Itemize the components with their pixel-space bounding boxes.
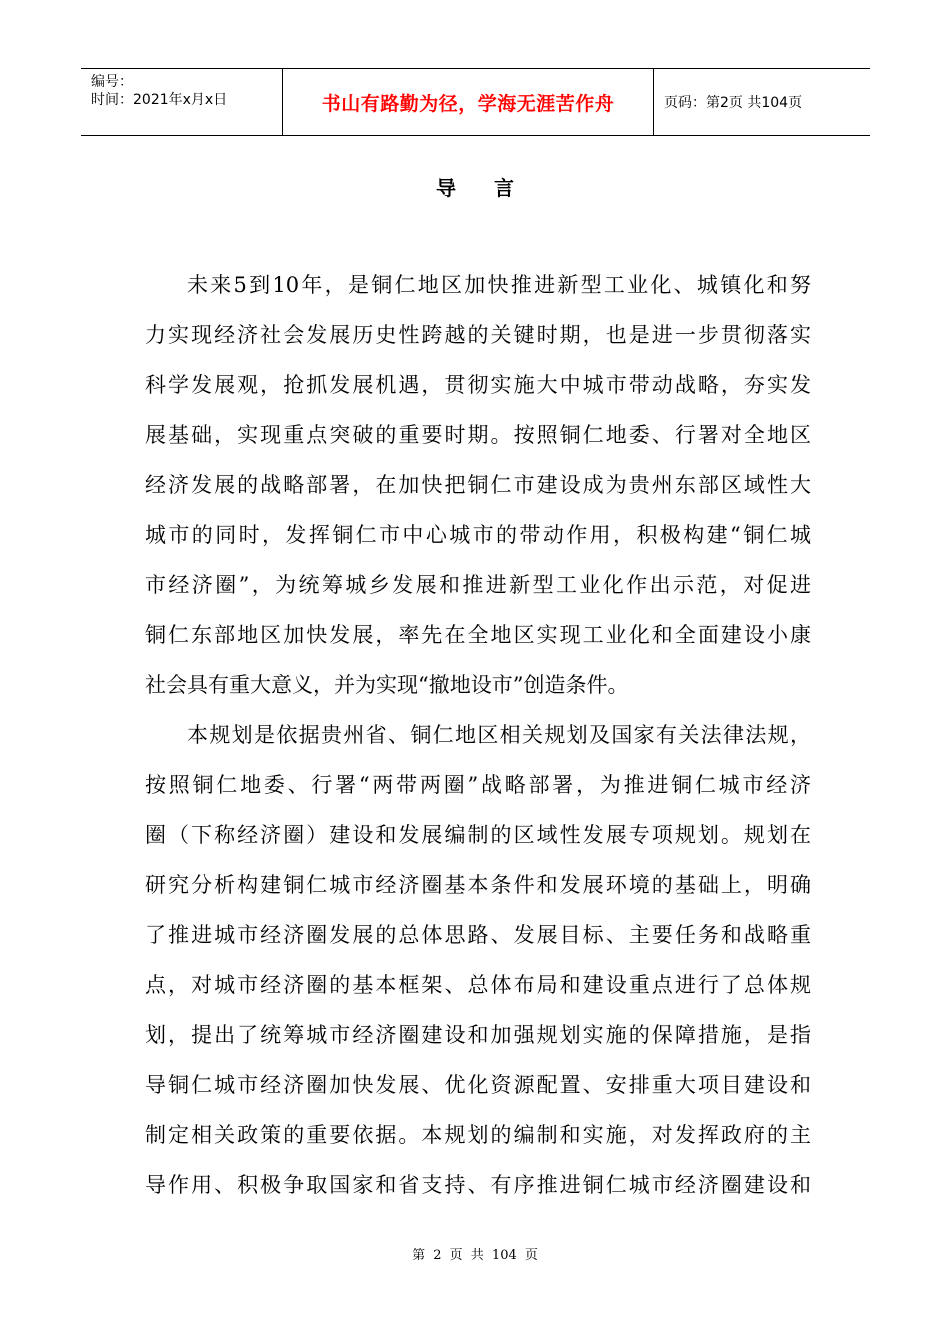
paragraph bbox=[145, 710, 811, 1210]
text-line: 城市的同时，发挥铜仁市中心城市的带动作用，积极构建“铜仁城 bbox=[145, 523, 811, 547]
page-number-label: 页码：第2页 共104页 bbox=[664, 95, 803, 111]
text-line: 了推进城市经济圈发展的总体思路、发展目标、主要任务和战略重 bbox=[145, 923, 811, 947]
text-line: 导铜仁城市经济圈加快发展、优化资源配置、安排重大项目建设和 bbox=[145, 1073, 811, 1097]
text-line: 经济发展的战略部署，在加快把铜仁市建设成为贵州东部区域性大 bbox=[145, 473, 811, 497]
header-motto-cell bbox=[283, 69, 654, 135]
header-info-cell bbox=[81, 69, 283, 135]
motto-text: 书山有路勤为径，学海无涯苦作舟 bbox=[321, 92, 615, 115]
page-header-table bbox=[81, 68, 870, 136]
text-line: 科学发展观，抢抓发展机遇，贯彻实施大中城市带动战略，夯实发 bbox=[145, 373, 811, 397]
text-line: 本规划是依据贵州省、铜仁地区相关规划及国家有关法律法规， bbox=[187, 723, 811, 747]
text-line: 按照铜仁地委、行署“两带两圈”战略部署，为推进铜仁城市经济 bbox=[145, 773, 811, 797]
header-page-cell bbox=[654, 69, 870, 135]
text-line: 研究分析构建铜仁城市经济圈基本条件和发展环境的基础上，明确 bbox=[145, 873, 811, 897]
page-footer: 第 2 页 共 104 页 bbox=[412, 1248, 538, 1263]
text-line: 社会具有重大意义，并为实现“撤地设市”创造条件。 bbox=[145, 673, 629, 697]
time-label: 时间：2021年x月x日 bbox=[91, 92, 228, 108]
document-title: 导言 bbox=[436, 176, 552, 200]
text-line: 导作用、积极争取国家和省支持、有序推进铜仁城市经济圈建设和 bbox=[145, 1173, 811, 1197]
text-line: 力实现经济社会发展历史性跨越的关键时期，也是进一步贯彻落实 bbox=[145, 323, 811, 347]
text-line: 划，提出了统筹城市经济圈建设和加强规划实施的保障措施，是指 bbox=[145, 1023, 811, 1047]
text-line: 展基础，实现重点突破的重要时期。按照铜仁地委、行署对全地区 bbox=[145, 423, 811, 447]
text-line: 点，对城市经济圈的基本框架、总体布局和建设重点进行了总体规 bbox=[145, 973, 811, 997]
paragraph bbox=[145, 260, 811, 710]
document-body bbox=[145, 260, 811, 1210]
text-line: 未来5到10年，是铜仁地区加快推进新型工业化、城镇化和努 bbox=[187, 273, 811, 297]
serial-number-label: 编号： bbox=[91, 74, 133, 90]
text-line: 圈（下称经济圈）建设和发展编制的区域性发展专项规划。规划在 bbox=[145, 823, 811, 847]
text-line: 制定相关政策的重要依据。本规划的编制和实施，对发挥政府的主 bbox=[145, 1123, 811, 1147]
text-line: 铜仁东部地区加快发展，率先在全地区实现工业化和全面建设小康 bbox=[145, 623, 811, 647]
text-line: 市经济圈”，为统筹城乡发展和推进新型工业化作出示范，对促进 bbox=[145, 573, 811, 597]
